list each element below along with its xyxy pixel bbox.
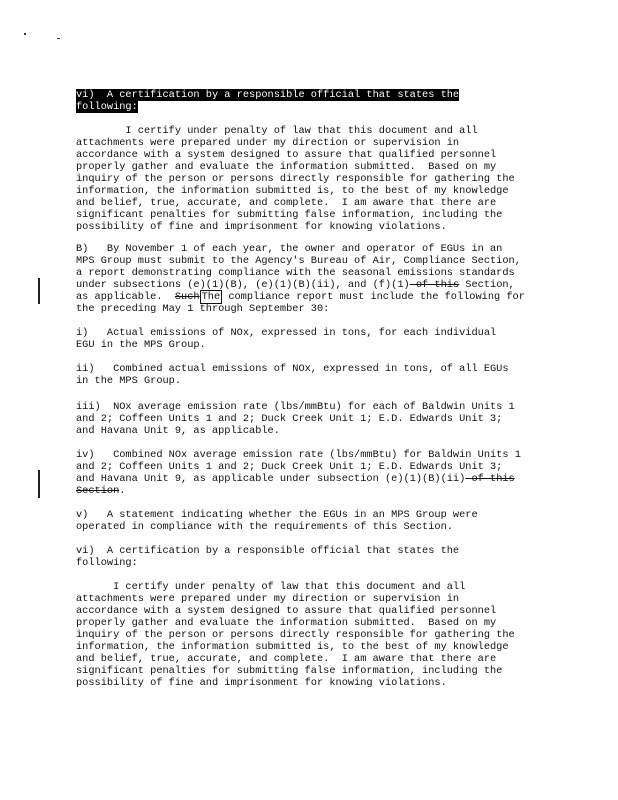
item-iv-line: Section. xyxy=(76,485,126,497)
item-v-line: v) A statement indicating whether the EGUs in an MPS Group were xyxy=(76,509,478,521)
item-iii-line: iii) NOx average emission rate (lbs/mmBtu) for each of Baldwin Units 1 xyxy=(76,401,515,413)
cert-line: possibility of fine and imprisonment for knowing violations. xyxy=(76,677,447,689)
cert-line: I certify under penalty of law that this document and all xyxy=(76,125,478,137)
change-bar-1 xyxy=(38,278,40,304)
change-bar-2 xyxy=(38,470,40,498)
item-vi-line: vi) A certification by a responsible official that states the xyxy=(76,545,460,557)
heading-line: following: xyxy=(76,101,138,113)
cert-line: properly gather and evaluate the information submitted. Based on my xyxy=(76,617,497,629)
item-iv-line: iv) Combined NOx average emission rate (lbs/mmBtu) for Baldwin Units 1 xyxy=(76,449,521,461)
cert-line: inquiry of the person or persons directly responsible for gathering the xyxy=(76,173,515,185)
scan-speck xyxy=(57,38,60,39)
inserted-text: The xyxy=(201,291,221,303)
cert-line: I certify under penalty of law that this document and all xyxy=(76,581,466,593)
struck-text: Section xyxy=(76,485,120,497)
item-i-line: EGU in the MPS Group. xyxy=(76,339,206,351)
cert-line: inquiry of the person or persons directly responsible for gathering the xyxy=(76,629,515,641)
section-b-line: as applicable. Such The compliance report must include the following for xyxy=(76,291,525,303)
item-vi-line: following: xyxy=(76,557,138,569)
item-iv-line: and Havana Unit 9, as applicable under subsection (e)(1)(B)(ii) of this xyxy=(76,473,515,485)
cert-line: attachments were prepared under my direction or supervision in xyxy=(76,137,460,149)
item-iv-line: and 2; Coffeen Units 1 and 2; Duck Creek Unit 1; E.D. Edwards Unit 3; xyxy=(76,461,503,473)
cert-line: and belief, true, accurate, and complete. I am aware that there are xyxy=(76,653,497,665)
struck-text: of this xyxy=(409,279,460,291)
cert-line: information, the information submitted is, to the best of my knowledge xyxy=(76,641,509,653)
section-b-line: the preceding May 1 through September 30: xyxy=(76,303,330,315)
cert-line: information, the information submitted is, to the best of my knowledge xyxy=(76,185,509,197)
item-v-line: operated in compliance with the requirements of this Section. xyxy=(76,521,453,533)
item-ii-line: in the MPS Group. xyxy=(76,375,182,387)
section-b-line: under subsections (e)(1)(B), (e)(1)(B)(ii), and (f)(1) of this Section, xyxy=(76,279,515,291)
cert-line: and belief, true, accurate, and complete. I am aware that there are xyxy=(76,197,497,209)
struck-text: Such xyxy=(174,291,200,303)
heading-line: vi) A certification by a responsible official that states the xyxy=(76,89,460,101)
cert-line: possibility of fine and imprisonment for knowing violations. xyxy=(76,221,447,233)
item-i-line: i) Actual emissions of NOx, expressed in tons, for each individual xyxy=(76,327,497,339)
section-b-line: MPS Group must submit to the Agency's Bureau of Air, Compliance Section, xyxy=(76,255,521,267)
scan-speck xyxy=(24,33,26,35)
section-b-line: a report demonstrating compliance with the seasonal emissions standards xyxy=(76,267,515,279)
item-ii-line: ii) Combined actual emissions of NOx, expressed in tons, of all EGUs xyxy=(76,363,509,375)
item-iii-line: and Havana Unit 9, as applicable. xyxy=(76,425,280,437)
struck-text: of this xyxy=(465,473,515,485)
section-b-line: B) By November 1 of each year, the owner and operator of EGUs in an xyxy=(76,243,503,255)
cert-line: significant penalties for submitting false information, including the xyxy=(76,209,503,221)
cert-line: accordance with a system designed to assure that qualified personnel xyxy=(76,149,497,161)
item-iii-line: and 2; Coffeen Units 1 and 2; Duck Creek Unit 1; E.D. Edwards Unit 3; xyxy=(76,413,503,425)
cert-line: significant penalties for submitting false information, including the xyxy=(76,665,503,677)
cert-line: accordance with a system designed to assure that qualified personnel xyxy=(76,605,497,617)
cert-line: properly gather and evaluate the information submitted. Based on my xyxy=(76,161,497,173)
cert-line: attachments were prepared under my direction or supervision in xyxy=(76,593,460,605)
